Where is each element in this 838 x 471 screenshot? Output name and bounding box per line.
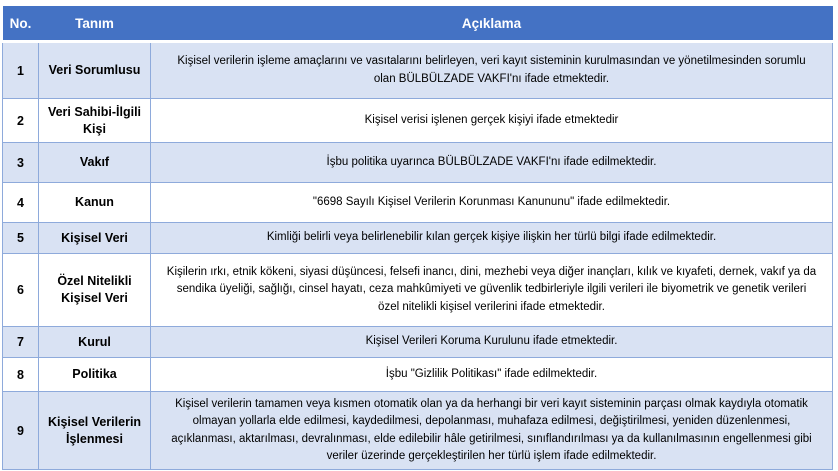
- definitions-table: [2, 6, 833, 470]
- row-term-cell: Kurul: [39, 327, 151, 358]
- column-header-desc: Açıklama: [151, 6, 833, 42]
- row-description-cell: İşbu politika uyarınca BÜLBÜLZADE VAKFI'nı ifade edilmektedir.: [151, 143, 833, 183]
- row-number-cell: 5: [3, 223, 39, 254]
- table-row: [3, 143, 833, 183]
- table-header-row: [3, 6, 833, 42]
- row-description-cell: İşbu "Gizlilik Politikası" ifade edilmektedir.: [151, 358, 833, 392]
- table-row: [3, 183, 833, 223]
- table-row: [3, 99, 833, 143]
- table-body: [3, 42, 833, 470]
- row-term-cell: Özel Nitelikli Kişisel Veri: [39, 254, 151, 327]
- row-number-cell: 9: [3, 392, 39, 470]
- column-header-no: No.: [3, 6, 39, 42]
- row-description-cell: Kişisel Verileri Koruma Kurulunu ifade etmektedir.: [151, 327, 833, 358]
- row-term-cell: Vakıf: [39, 143, 151, 183]
- column-header-term: Tanım: [39, 6, 151, 42]
- row-description-cell: Kişisel verilerin işleme amaçlarını ve vasıtalarını belirleyen, veri kayıt sisteminin kurulmasından ve yönetilmesinden sorumlu olan BÜLBÜLZADE VAKFI'nı ifade etmektedir.: [151, 42, 833, 99]
- table-row: [3, 358, 833, 392]
- table-row: [3, 254, 833, 327]
- row-number-cell: 3: [3, 143, 39, 183]
- table-row: [3, 392, 833, 470]
- table-row: [3, 223, 833, 254]
- row-description-cell: Kişisel verisi işlenen gerçek kişiyi ifade etmektedir: [151, 99, 833, 143]
- row-number-cell: 7: [3, 327, 39, 358]
- row-number-cell: 8: [3, 358, 39, 392]
- table-row: [3, 42, 833, 99]
- row-number-cell: 1: [3, 42, 39, 99]
- row-description-cell: Kimliği belirli veya belirlenebilir kılan gerçek kişiye ilişkin her türlü bilgi ifade edilmektedir.: [151, 223, 833, 254]
- row-term-cell: Politika: [39, 358, 151, 392]
- row-description-cell: Kişilerin ırkı, etnik kökeni, siyasi düşüncesi, felsefi inancı, dini, mezhebi veya diğer inançları, kılık ve kıyafeti, dernek, vakıf ya da sendika üyeliği, sağlığı, cinsel hayatı, ceza mahkûmiyeti ve güvenlik tedbirleriyle ilgili verileri ile biyometrik ve genetik verileri özel nitelikli kişisel verilerini ifade etmektedir.: [151, 254, 833, 327]
- row-term-cell: Kişisel Verilerin İşlenmesi: [39, 392, 151, 470]
- row-number-cell: 6: [3, 254, 39, 327]
- row-term-cell: Kanun: [39, 183, 151, 223]
- row-description-cell: Kişisel verilerin tamamen veya kısmen otomatik olan ya da herhangi bir veri kayıt sisteminin parçası olmak kaydıyla otomatik olmayan yollarla elde edilmesi, kaydedilmesi, depolanması, muhafaza edilmesi, değiştirilmesi, yeniden düzenlenmesi, açıklanması, aktarılması, devralınması, elde edilebilir hâle getirilmesi, sınıflandırılması ya da kullanılmasının engellenmesi gibi veriler üzerinde gerçekleştirilen her türlü işlem ifade edilmektedir.: [151, 392, 833, 470]
- table-row: [3, 327, 833, 358]
- row-term-cell: Veri Sahibi-İlgili Kişi: [39, 99, 151, 143]
- row-description-cell: "6698 Sayılı Kişisel Verilerin Korunması Kanununu" ifade edilmektedir.: [151, 183, 833, 223]
- row-number-cell: 4: [3, 183, 39, 223]
- row-term-cell: Veri Sorumlusu: [39, 42, 151, 99]
- row-term-cell: Kişisel Veri: [39, 223, 151, 254]
- row-number-cell: 2: [3, 99, 39, 143]
